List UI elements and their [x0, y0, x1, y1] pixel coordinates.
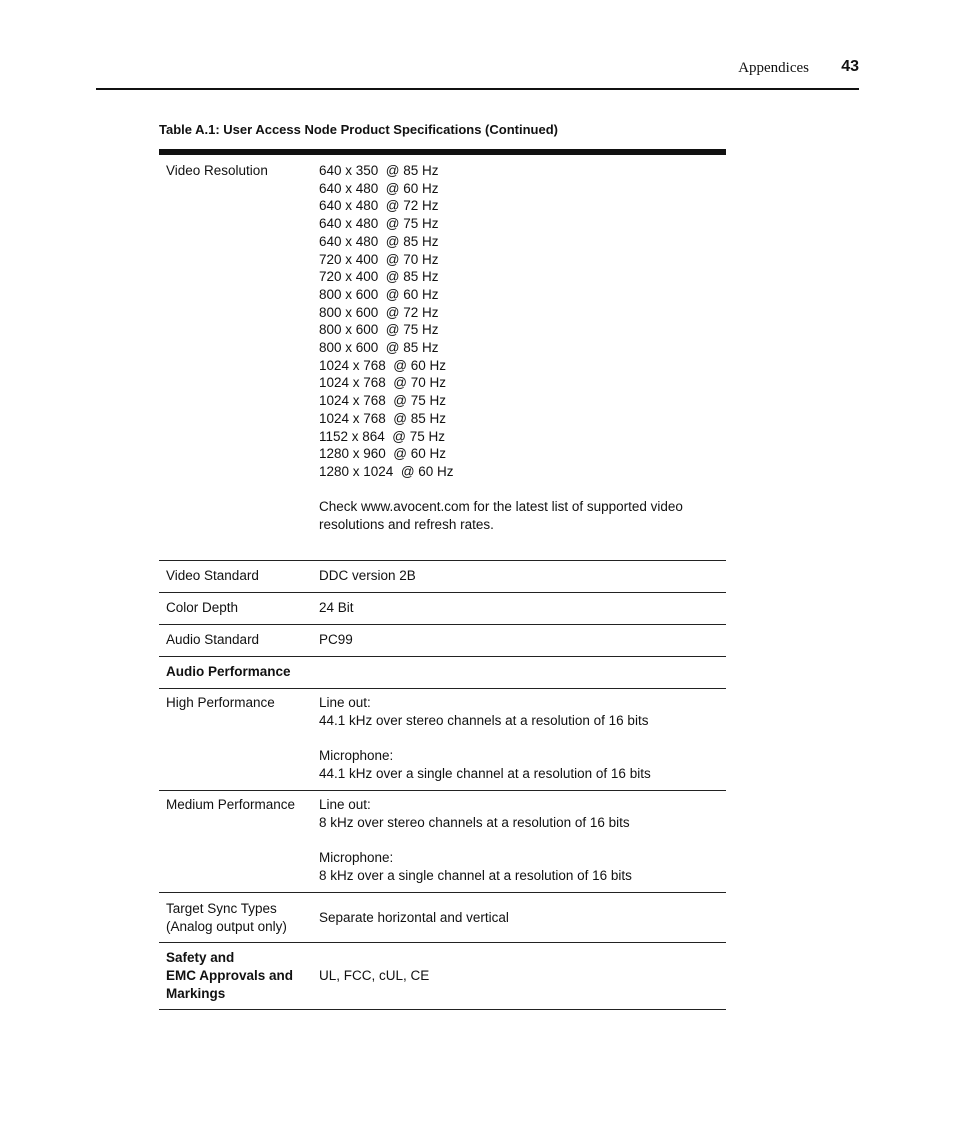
row-label-line: EMC Approvals and: [166, 968, 294, 984]
header-rule: [96, 88, 859, 90]
microphone-value: 8 kHz over a single channel at a resolution of 16 bits: [319, 867, 632, 883]
resolution-item: 1280 x 960 @ 60 Hz: [319, 446, 447, 462]
resolution-note: Check www.avocent.com for the latest list of supported video resolutions and refresh rates.: [319, 499, 683, 533]
row-value: PC99: [319, 632, 353, 647]
line-out-label: Line out:: [319, 797, 371, 812]
row-value: UL, FCC, cUL, CE: [319, 968, 430, 984]
resolution-item: 640 x 480 @ 72 Hz: [319, 198, 439, 214]
row-value: Separate horizontal and vertical: [319, 909, 509, 925]
row-value: DDC version 2B: [319, 568, 416, 583]
microphone-label: Microphone:: [319, 748, 394, 764]
resolution-item: 720 x 400 @ 85 Hz: [319, 269, 439, 285]
spec-table: [159, 149, 726, 1010]
section-heading: Audio Performance: [166, 664, 291, 679]
line-out-value: 8 kHz over stereo channels at a resolution of 16 bits: [319, 814, 630, 830]
row-label-line: Safety and: [166, 950, 235, 966]
resolution-item: 640 x 480 @ 85 Hz: [319, 233, 439, 249]
row-value: 24 Bit: [319, 600, 354, 615]
resolution-item: 1024 x 768 @ 70 Hz: [319, 375, 447, 391]
row-label-line: (Analog output only): [166, 918, 287, 934]
resolution-item: 1024 x 768 @ 60 Hz: [319, 357, 447, 373]
row-value: [319, 663, 726, 688]
resolution-item: 640 x 480 @ 75 Hz: [319, 216, 439, 232]
microphone-value: 44.1 kHz over a single channel at a resolution of 16 bits: [319, 765, 651, 781]
table-row-safety-approvals: [159, 943, 726, 1010]
table-row-target-sync-types: [159, 893, 726, 943]
resolution-item: 800 x 600 @ 85 Hz: [319, 340, 439, 356]
row-value: [319, 694, 726, 790]
table-row-medium-performance: [159, 791, 726, 893]
paragraph-gap: [319, 729, 726, 747]
table-row-video-standard: [159, 561, 726, 593]
page-header: [96, 58, 859, 80]
row-value: [319, 162, 726, 560]
table-caption: Table A.1: User Access Node Product Specifications (Continued): [159, 122, 558, 137]
resolution-item: 640 x 350 @ 85 Hz: [319, 163, 439, 178]
running-header-section: Appendices: [738, 60, 809, 76]
paragraph-gap: [319, 831, 726, 849]
resolution-list: [319, 162, 726, 481]
table-row-audio-standard: [159, 625, 726, 657]
table-row-color-depth: [159, 593, 726, 625]
row-label: Color Depth: [166, 600, 239, 615]
row-label-line: Markings: [166, 985, 226, 1001]
resolution-item: 800 x 600 @ 75 Hz: [319, 322, 439, 338]
paragraph-gap: [319, 481, 726, 499]
row-label: Video Resolution: [166, 163, 268, 178]
row-value: [319, 796, 726, 892]
row-label: [159, 949, 319, 1002]
resolution-item: 1152 x 864 @ 75 Hz: [319, 428, 446, 444]
table-row-high-performance: [159, 689, 726, 791]
row-label: [159, 900, 319, 935]
row-label: Audio Standard: [166, 632, 260, 647]
resolution-item: 720 x 400 @ 70 Hz: [319, 251, 439, 267]
resolution-item: 640 x 480 @ 60 Hz: [319, 180, 439, 196]
line-out-label: Line out:: [319, 695, 371, 710]
microphone-label: Microphone:: [319, 850, 394, 866]
row-label: High Performance: [166, 695, 275, 710]
resolution-item: 800 x 600 @ 60 Hz: [319, 286, 439, 302]
line-out-value: 44.1 kHz over stereo channels at a resolution of 16 bits: [319, 712, 649, 728]
row-label-line: Target Sync Types: [166, 900, 277, 916]
row-label: Medium Performance: [166, 797, 296, 812]
resolution-item: 800 x 600 @ 72 Hz: [319, 304, 439, 320]
table-row-video-resolution: [159, 155, 726, 561]
row-label: Video Standard: [166, 568, 259, 583]
resolution-item: 1024 x 768 @ 85 Hz: [319, 410, 447, 426]
page-number: 43: [841, 58, 859, 75]
resolution-item: 1024 x 768 @ 75 Hz: [319, 393, 447, 409]
table-row-audio-performance: [159, 657, 726, 689]
resolution-item: 1280 x 1024 @ 60 Hz: [319, 463, 454, 479]
